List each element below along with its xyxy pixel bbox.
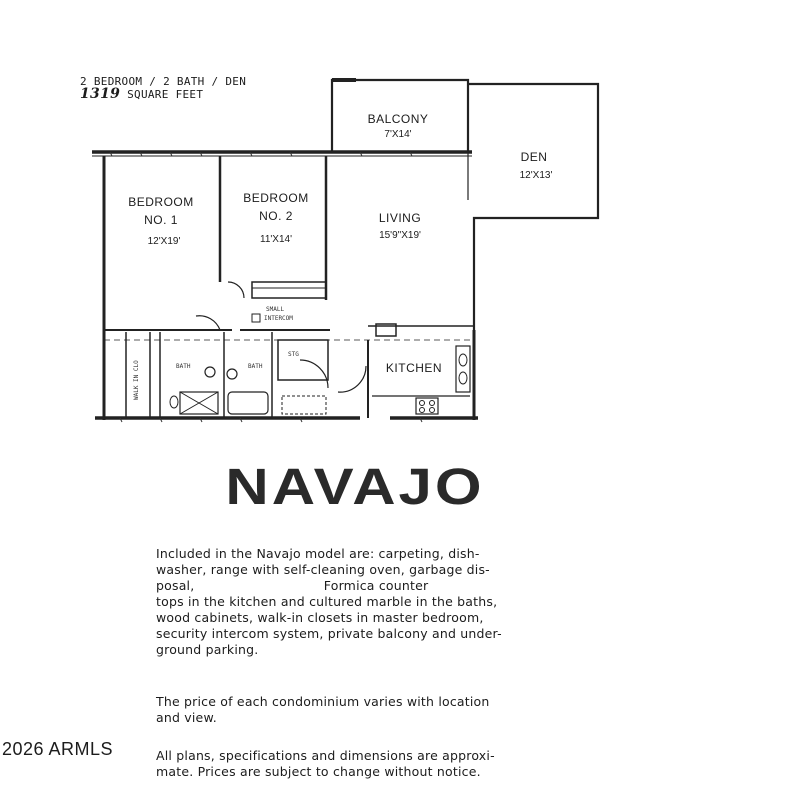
den-label: DEN (520, 150, 548, 164)
walk-in-closet-label: WALK IN CLO (133, 360, 140, 400)
bedroom-2-number: NO. 2 (259, 209, 293, 223)
features-line: washer, range with self-cleaning oven, garbage dis- (156, 562, 490, 577)
bedroom-1-dims: 12'X19' (147, 236, 181, 247)
features-paragraph (156, 546, 576, 658)
pricing-line: The price of each condominium varies with location (156, 694, 490, 709)
pricing-line: and view. (156, 710, 217, 725)
storage-label: STG (288, 351, 299, 358)
features-line: ground parking. (156, 642, 259, 657)
kitchen-label: KITCHEN (385, 361, 443, 375)
disclaimer-line: mate. Prices are subject to change without notice. (156, 764, 481, 779)
balcony-label: BALCONY (367, 112, 429, 126)
square-feet-number: 1319 (80, 86, 121, 102)
features-line: wood cabinets, walk-in closets in master bedroom, (156, 610, 484, 625)
intercom-label-2: INTERCOM (264, 315, 293, 322)
den-outline (468, 84, 598, 340)
bedroom-2-label: BEDROOM (243, 191, 309, 205)
features-line: tops in the kitchen and cultured marble in the baths, (156, 594, 498, 609)
features-line: Included in the Navajo model are: carpeting, dish- (156, 546, 480, 561)
intercom-label-1: SMALL (266, 306, 285, 313)
den-dims: 12'X13' (519, 170, 553, 181)
living-label: LIVING (378, 211, 422, 225)
bedroom-1-number: NO. 1 (144, 213, 178, 227)
pricing-paragraph (156, 694, 576, 726)
features-line: security intercom system, private balcony and under- (156, 626, 502, 641)
disclaimer-line: All plans, specifications and dimensions are approxi- (156, 748, 495, 763)
living-dims: 15'9"X19' (379, 230, 421, 241)
copyright-watermark: 2026 ARMLS (2, 739, 114, 759)
bath-1-label: BATH (176, 363, 191, 370)
bedroom-2-dims: 11'X14' (260, 234, 292, 245)
unit-type: 2 BEDROOM / 2 BATH / DEN (80, 75, 247, 88)
bath-2-label: BATH (248, 363, 263, 370)
balcony-dims: 7'X14' (384, 129, 412, 140)
disclaimer-paragraph (156, 748, 576, 780)
features-line: posal, Formica counter (156, 578, 429, 593)
bedroom-1-label: BEDROOM (128, 195, 194, 209)
square-feet-label: SQUARE FEET (127, 88, 204, 101)
model-name-logo: NAVAJO (225, 458, 485, 515)
